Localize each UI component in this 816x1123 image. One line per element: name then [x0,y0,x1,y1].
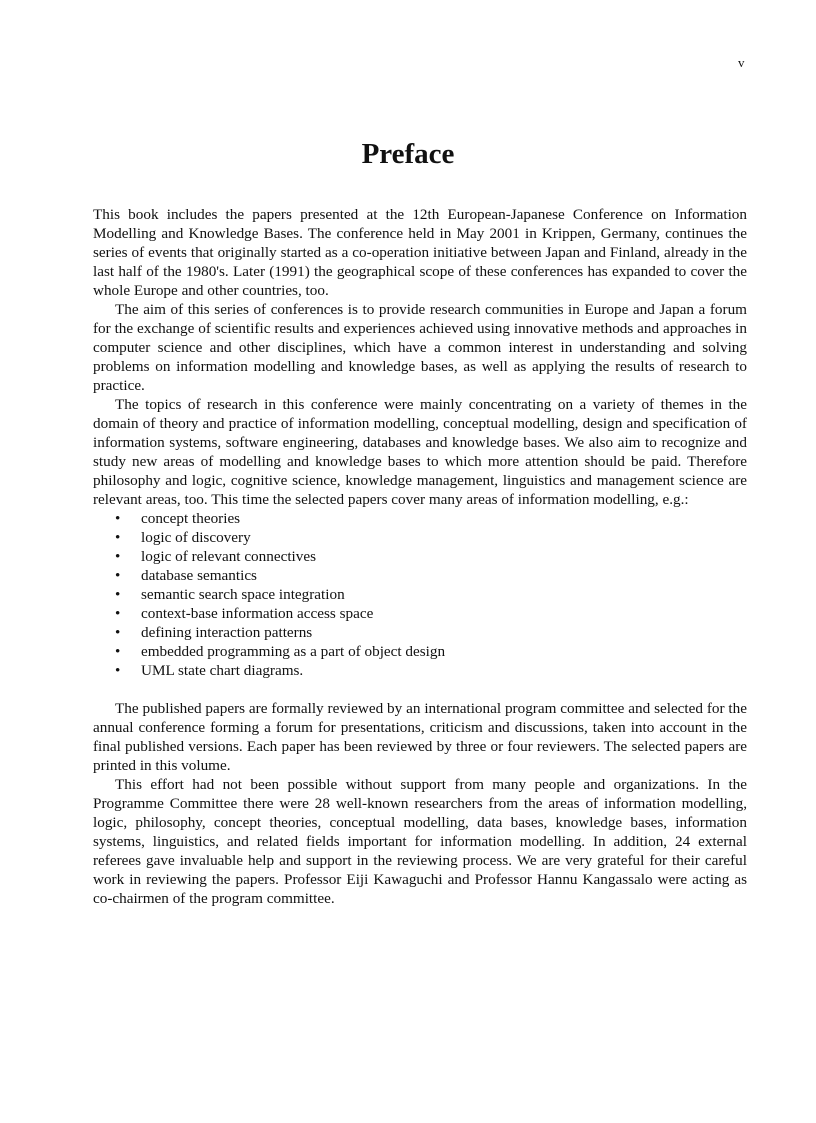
list-item [93,528,747,547]
preface-body [93,205,747,908]
intro-paragraph: This book includes the papers presented at the 12th European-Japanese Conference on Information Modelling and Knowledge Bases. The conference held in May 2001 in Krippen, Germany, continues the series of events that originally started as a co-operation initiative between Japan and Finland, already in the last half of the 1980's. Later (1991) the geographical scope of these conferences has expanded to cover the whole Europe and other countries, too. [93,206,747,299]
list-item-text: logic of discovery [141,529,251,546]
aim-paragraph: The aim of this series of conferences is to provide research communities in Europe and Japan a forum for the exchange of scientific results and experiences achieved using innovative methods and approaches in computer science and other disciplines, which have a common interest in understanding and solving problems on information modelling and knowledge bases, as well as applying the results of research to practice. [93,301,747,394]
topics-list [93,509,747,680]
list-item-text: context-base information access space [141,605,374,622]
topics-paragraph: The topics of research in this conference were mainly concentrating on a variety of themes in the domain of theory and practice of information modelling, conceptual modelling, design and specification of information systems, software engineering, databases and knowledge bases. We also aim to recognize and study new areas of modelling and knowledge bases to which more attention should be paid. Therefore philosophy and logic, cognitive science, knowledge management, linguistics and management science are relevant areas, too. This time the selected papers cover many areas of information modelling, e.g.: [93,396,747,508]
review-paragraph: The published papers are formally reviewed by an international program committee and selected for the annual conference forming a forum for presentations, criticism and discussions, taken into account in the final published versions. Each paper has been reviewed by three or four reviewers. The selected papers are printed in this volume. [93,700,747,774]
list-item-text: semantic search space integration [141,586,345,603]
bullet-icon: • [115,643,121,660]
list-item-text: UML state chart diagrams. [141,662,304,679]
list-item-text: logic of relevant connectives [141,548,317,565]
list-item [93,509,747,528]
bullet-icon: • [115,567,121,584]
list-item [93,623,747,642]
list-item [93,547,747,566]
acknowledgement-paragraph: This effort had not been possible without support from many people and organizations. In the Programme Committee there were 28 well-known researchers from the areas of information modelling, logic, philosophy, concept theories, conceptual modelling, data bases, knowledge bases, information systems, linguistics, and related fields important for information modelling. In addition, 24 external referees gave invaluable help and support in the reviewing process. We are very grateful for their careful work in reviewing the papers. Professor Eiji Kawaguchi and Professor Hannu Kangassalo were acting as co-chairmen of the program committee. [93,776,747,907]
list-item [93,642,747,661]
list-item-text: database semantics [141,567,257,584]
list-item [93,585,747,604]
list-item-text: embedded programming as a part of object design [141,643,446,660]
list-item [93,661,747,680]
bullet-icon: • [115,605,121,622]
bullet-icon: • [115,624,121,641]
page-title: Preface [361,138,455,170]
list-item-text: concept theories [141,510,241,527]
page-number: v [738,55,745,70]
paragraph-spacer [93,680,747,699]
list-item [93,566,747,585]
bullet-icon: • [115,529,121,546]
bullet-icon: • [115,510,121,527]
list-item-text: defining interaction patterns [141,624,313,641]
bullet-icon: • [115,548,121,565]
bullet-icon: • [115,662,121,679]
bullet-icon: • [115,586,121,603]
list-item [93,604,747,623]
